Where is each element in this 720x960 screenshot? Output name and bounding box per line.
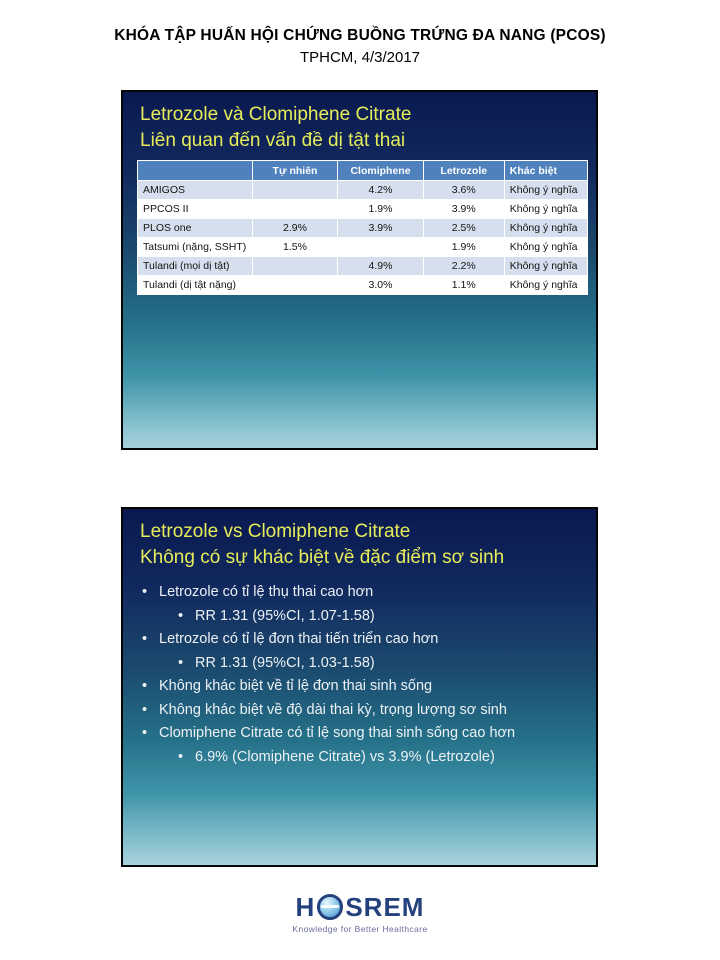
malformation-comparison-table — [137, 160, 588, 295]
globe-stripe — [321, 905, 339, 908]
cell-khac-biet: Không ý nghĩa — [504, 238, 587, 257]
col-header-letrozole: Letrozole — [423, 161, 504, 181]
logo-letter-h: H — [295, 892, 316, 922]
cell-clomiphene: 3.0% — [338, 276, 424, 295]
col-header-study — [138, 161, 253, 181]
cell-khac-biet: Không ý nghĩa — [504, 181, 587, 200]
slide-2-title-line-2: Không có sự khác biệt về đặc điểm sơ sinh — [140, 547, 505, 568]
slide-1-title-line-2: Liên quan đến vấn đề dị tật thai — [140, 130, 406, 151]
event-location-date: TPHCM, 4/3/2017 — [299, 49, 421, 66]
table-row-tatsumi — [138, 238, 588, 257]
cell-tu-nhien — [252, 181, 338, 200]
table-row-plos-one — [138, 219, 588, 238]
cell-khac-biet: Không ý nghĩa — [504, 257, 587, 276]
cell-study: PPCOS II — [138, 200, 253, 219]
cell-tu-nhien — [252, 200, 338, 219]
cell-clomiphene: 4.9% — [338, 257, 424, 276]
cell-letrozole: 3.6% — [423, 181, 504, 200]
table-header-row — [138, 161, 588, 181]
cell-study: PLOS one — [138, 219, 253, 238]
col-header-clomiphene: Clomiphene — [338, 161, 424, 181]
bullet-sub-item: • RR 1.31 (95%CI, 1.03-1.58) — [123, 652, 596, 676]
cell-khac-biet: Không ý nghĩa — [504, 200, 587, 219]
cell-study: Tatsumi (nặng, SSHT) — [138, 238, 253, 257]
bullet-sub-item: • 6.9% (Clomiphene Citrate) vs 3.9% (Letrozole) — [123, 746, 596, 770]
cell-study: AMIGOS — [138, 181, 253, 200]
slide-2-title — [140, 519, 582, 571]
bullet-list — [123, 581, 596, 769]
cell-tu-nhien — [252, 276, 338, 295]
table-row-tulandi-moi-di-tat — [138, 257, 588, 276]
cell-letrozole: 3.9% — [423, 200, 504, 219]
cell-khac-biet: Không ý nghĩa — [504, 219, 587, 238]
cell-tu-nhien — [252, 257, 338, 276]
cell-clomiphene: 4.2% — [338, 181, 424, 200]
cell-study: Tulandi (mọi dị tật) — [138, 257, 253, 276]
slide-1 — [121, 90, 598, 450]
cell-tu-nhien: 1.5% — [252, 238, 338, 257]
table-row-tulandi-di-tat-nang — [138, 276, 588, 295]
cell-letrozole: 1.1% — [423, 276, 504, 295]
cell-clomiphene: 1.9% — [338, 200, 424, 219]
slide-2-title-line-1: Letrozole vs Clomiphene Citrate — [140, 521, 411, 542]
table-row-amigos — [138, 181, 588, 200]
table-row-ppcos-ii — [138, 200, 588, 219]
bullet-item: • Không khác biệt về tỉ lệ đơn thai sinh sống — [123, 675, 596, 699]
logo-tagline: Knowledge for Better Healthcare — [292, 924, 428, 934]
hosrem-logo — [0, 894, 720, 934]
cell-clomiphene: 3.9% — [338, 219, 424, 238]
bullet-item: • Letrozole có tỉ lệ thụ thai cao hơn — [123, 581, 596, 605]
page-header — [0, 27, 720, 66]
hosrem-wordmark — [0, 894, 720, 920]
cell-letrozole: 1.9% — [423, 238, 504, 257]
globe-icon — [317, 894, 343, 920]
bullet-item: • Clomiphene Citrate có tỉ lệ song thai sinh sống cao hơn — [123, 722, 596, 746]
cell-letrozole: 2.5% — [423, 219, 504, 238]
col-header-tu-nhien: Tự nhiên — [252, 161, 338, 181]
cell-tu-nhien: 2.9% — [252, 219, 338, 238]
bullet-sub-item: • RR 1.31 (95%CI, 1.07-1.58) — [123, 605, 596, 629]
cell-study: Tulandi (dị tật nặng) — [138, 276, 253, 295]
bullet-item: • Không khác biệt về độ dài thai kỳ, trọng lượng sơ sinh — [123, 699, 596, 723]
slide-1-title-line-1: Letrozole và Clomiphene Citrate — [140, 104, 412, 125]
slide-2 — [121, 507, 598, 867]
cell-khac-biet: Không ý nghĩa — [504, 276, 587, 295]
cell-clomiphene — [338, 238, 424, 257]
slide-1-title — [140, 102, 582, 154]
bullet-item: • Letrozole có tỉ lệ đơn thai tiến triển cao hơn — [123, 628, 596, 652]
logo-letters-srem: SREM — [345, 892, 425, 922]
col-header-khac-biet: Khác biệt — [504, 161, 587, 181]
course-title: KHÓA TẬP HUẤN HỘI CHỨNG BUỒNG TRỨNG ĐA NANG (PCOS) — [114, 27, 606, 44]
cell-letrozole: 2.2% — [423, 257, 504, 276]
